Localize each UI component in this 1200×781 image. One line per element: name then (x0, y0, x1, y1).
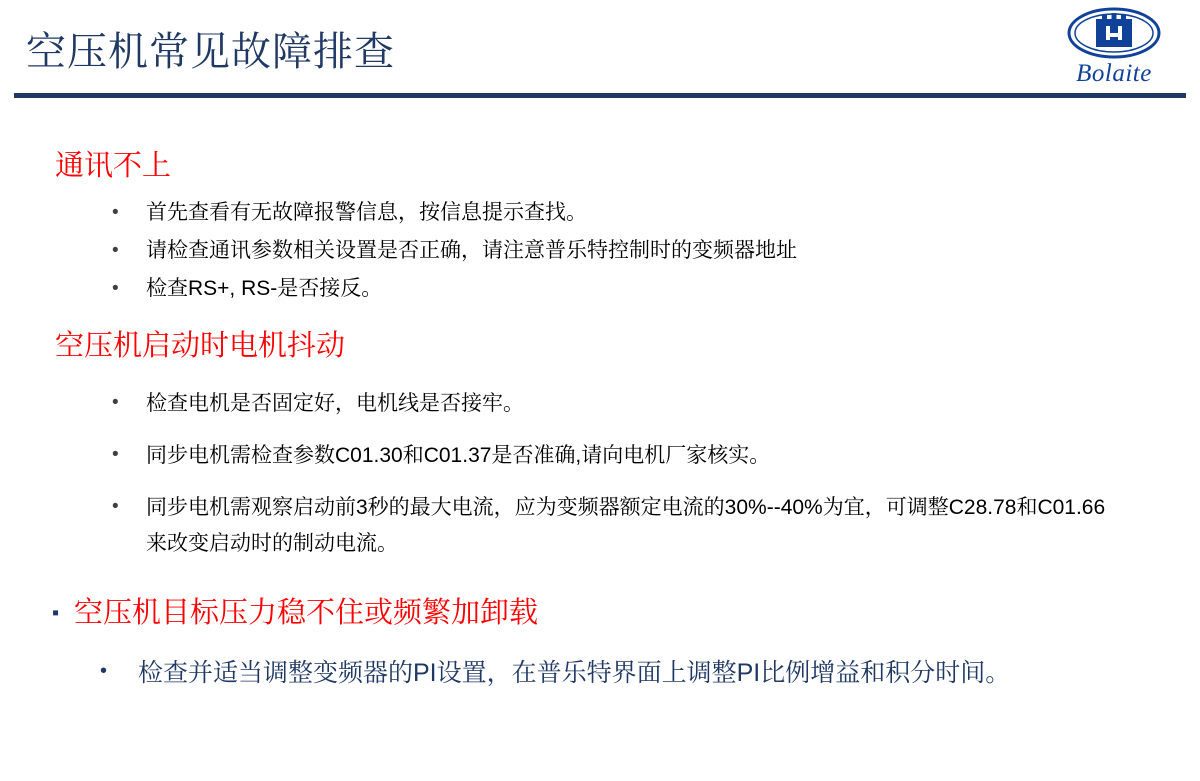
section-heading: 通讯不上 (55, 150, 172, 182)
section-heading: 空压机启动时电机抖动 (55, 330, 346, 362)
list-item (112, 196, 1200, 230)
list-item (112, 490, 1200, 562)
page-title: 空压机常见故障排查 (26, 30, 395, 74)
section-item-list (100, 651, 1200, 695)
list-item (100, 651, 1200, 695)
list-item-text: 检查并适当调整变频器的PI设置，在普乐特界面上调整PI比例增益和积分时间。 (138, 659, 1011, 687)
bullet-dot-icon: • (112, 444, 119, 465)
list-item-text: 同步电机需检查参数C01.30和C01.37是否准确,请向电机厂家核实。 (146, 444, 771, 467)
bullet-dot-icon: • (100, 660, 108, 682)
bullet-dot-icon: • (112, 240, 119, 261)
section-motor-vibration (0, 328, 1200, 578)
list-item (112, 438, 1200, 474)
bullet-dot-icon: • (112, 496, 119, 517)
list-item (112, 234, 1200, 268)
list-item-text: 同步电机需观察启动前3秒的最大电流，应为变频器额定电流的30%--40%为宜，可调整C28.78和C01.66来改变启动时的制动电流。 (146, 496, 1106, 555)
slide-header (0, 0, 1200, 100)
section-item-list (112, 196, 1200, 306)
brand-logo (1050, 6, 1178, 90)
list-item-text: 首先查看有无故障报警信息，按信息提示查找。 (146, 201, 587, 224)
header-divider (14, 93, 1186, 98)
bullet-dot-icon: • (112, 392, 119, 413)
slide-body (0, 100, 1200, 781)
section-pressure-instability (0, 595, 1200, 695)
list-item-text: 请检查通讯参数相关设置是否正确，请注意普乐特控制时的变频器地址 (146, 239, 797, 262)
list-item (112, 386, 1200, 422)
section-communication-failure (0, 148, 1200, 310)
bullet-square-icon: ▪ (52, 602, 60, 624)
section-item-list (112, 386, 1200, 562)
bullet-dot-icon: • (112, 202, 119, 223)
list-item (112, 272, 1200, 306)
section-heading: 空压机目标压力稳不住或频繁加卸载 (74, 597, 539, 629)
logo-wordmark: Bolaite (1076, 60, 1152, 87)
section-heading-row (52, 595, 1200, 631)
list-item-text: 检查电机是否固定好，电机线是否接牢。 (146, 392, 524, 415)
list-item-text: 检查RS+, RS-是否接反。 (146, 277, 383, 300)
logo-emblem-icon (1050, 6, 1178, 60)
bullet-dot-icon: • (112, 278, 119, 299)
